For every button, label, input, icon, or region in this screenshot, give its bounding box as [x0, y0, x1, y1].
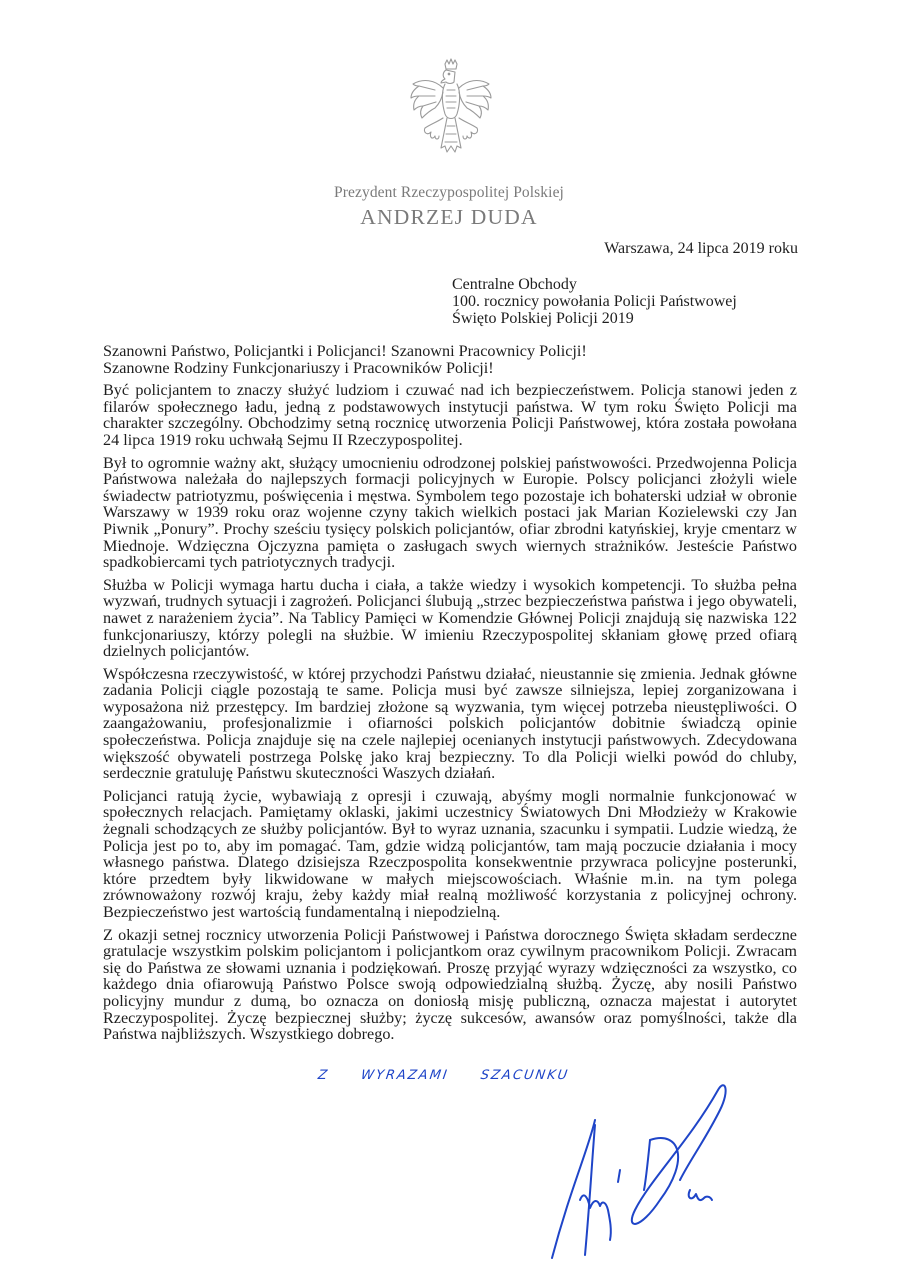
signature-icon	[540, 1070, 740, 1260]
paragraph: Współczesna rzeczywistość, w której przychodzi Państwu działać, nieustannie się zmienia. Jednak główne zadania Policji ciągle pozostają te same. Policja musi być zawsze silniejsza, lepiej zorganizowana i wyposażona niż przestępcy. Im bardziej złożone są wyzwania, tym więcej potrzeba nieustępliwości. O zaangażowaniu, profesjonalizmie i ofiarności polskich policjantów dobitnie świadczą opinie społeczeństwa. Policja znajduje się na czele najlepiej ocenianych instytucji państwowych. Zdecydowana większość obywateli postrzega Polskę jako kraj bezpieczny. To dla Policji wielki powód do chluby, serdecznie gratuluję Państwu skuteczności Waszych działań.	[103, 664, 797, 783]
addressee-line: Święto Polskiej Policji 2019	[452, 310, 634, 327]
addressee-line: 100. rocznicy powołania Policji Państwowej	[452, 293, 737, 310]
closing-word: WYRAZAMI	[359, 1068, 450, 1083]
date-line: Warszawa, 24 lipca 2019 roku	[604, 240, 798, 257]
closing-word: SZACUNKU	[479, 1068, 571, 1083]
polish-eagle-emblem-icon	[405, 58, 497, 166]
closing-word: Z	[316, 1068, 330, 1083]
president-name: ANDRZEJ DUDA	[360, 205, 538, 229]
paragraph: Służba w Policji wymaga hartu ducha i ciała, a także wiedzy i wysokich kompetencji. To służba pełna wyzwań, trudnych sytuacji i zagrożeń. Policjanci ślubują „strzec bezpieczeństwa państwa i jego obywateli, nawet z narażeniem życia”. Na Tablicy Pamięci w Komendzie Głównej Policji znajdują się nazwiska 122 funkcjonariuszy, którzy polegli na służbie. W imieniu Rzeczypospolitej skłaniam głowę przed ofiarą dzielnych policjantów.	[103, 575, 797, 661]
office-title: Prezydent Rzeczypospolitej Polskiej	[334, 184, 564, 201]
addressee-block	[452, 276, 737, 327]
paragraph: Policjanci ratują życie, wybawiają z opresji i czuwają, abyśmy mogli normalnie funkcjonować w społecznych relacjach. Pamiętamy oklaski, jakimi uczestnicy Światowych Dni Młodzieży w Krakowie żegnali schodzących ze służby policjantów. Był to wyraz uznania, szacunku i sympatii. Ludzie wiedzą, że Policja jest po to, aby im pomagać. Tam, gdzie widzą policjantów, tam mają poczucie działania i mocy własnego państwa. Dlatego dzisiejsza Rzeczpospolita konsekwentnie przywraca policyjne posterunki, które przedtem były likwidowane w małych miejscowościach. Właśnie m.in. na tym polega zrównoważony rozwój kraju, żeby każdy miał realną możliwość korzystania z policyjnej ochrony. Bezpieczeństwo jest wartością fundamentalną i niepodzielną.	[103, 786, 797, 921]
addressee-line: Centralne Obchody	[452, 276, 577, 293]
paragraph: Był to ogromnie ważny akt, służący umocnieniu odrodzonej polskiej państwowości. Przedwojenna Policja Państwowa należała do najlepszych formacji policyjnych w Europie. Polscy policjanci złożyli wiele świadectw patriotyzmu, poświęcenia i męstwa. Symbolem tego pozostaje ich bohaterski udział w obronie Warszawy w 1939 roku oraz wojenne czyny takich wielkich postaci jak Marian Kozielewski czy Jan Piwnik „Ponury”. Prochy sześciu tysięcy polskich policjantów, ofiar zbrodni katyńskiej, kryje cmentarz w Miednoje. Wdzięczna Ojczyzna pamięta o zasługach swych wiernych strażników. Jesteście Państwo spadkobiercami tych patriotycznych tradycji.	[103, 453, 797, 572]
paragraph: Być policjantem to znaczy służyć ludziom i czuwać nad ich bezpieczeństwem. Policja stanowi jeden z filarów społecznego ładu, jedną z podstawowych instytucji państwa. W tym roku Święto Policji ma charakter szczególny. Obchodzimy setną rocznicę utworzenia Policji Państwowej, która została powołana 24 lipca 1919 roku uchwałą Sejmu II Rzeczypospolitej.	[103, 381, 797, 449]
letter-body	[103, 343, 797, 1049]
greeting-line: Szanowni Państwo, Policjantki i Policjanci! Szanowni Pracownicy Policji!	[103, 342, 587, 360]
greeting-line: Szanowne Rodziny Funkcjonariuszy i Pracowników Policji!	[103, 358, 494, 377]
paragraph: Z okazji setnej rocznicy utworzenia Policji Państwowej i Państwa dorocznego Święta składam serdeczne gratulacje wszystkim polskim policjantom i policjantkom oraz cywilnym pracownikom Policji. Zwracam się do Państwa ze słowami uznania i podziękowań. Proszę przyjąć wyrazy wdzięczności za wszystko, co każdego dnia ofiarowują Państwo Polsce swoją odpowiedzialną służbą. Życzę, aby nosili Państwo policyjny mundur z dumą, bo oznacza on doniosłą misję publiczną, oznacza majestat i autorytet Rzeczypospolitej. Życzę bezpiecznej służby; życzę sukcesów, awansów oraz pomyślności, także dla Państwa najbliższych. Wszystkiego dobrego.	[103, 925, 797, 1044]
